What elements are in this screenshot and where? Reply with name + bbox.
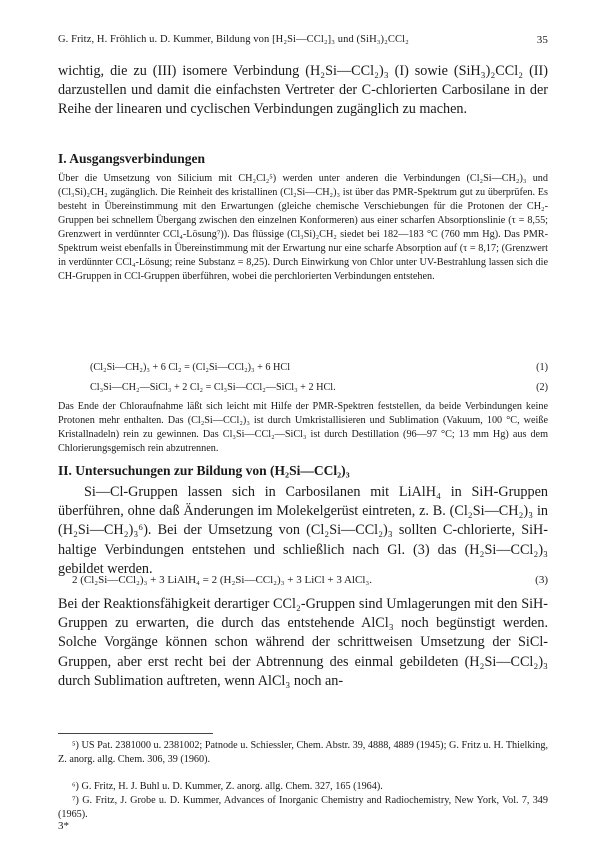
footnote-5: ⁵) US Pat. 2381000 u. 2381002; Patnode u. Schiessler, Chem. Abstr. 39, 4888, 4889 (1945); G. Fritz u. H. Thielking, Z. anorg. allg. Chem. 306, 39 (1960). (58, 740, 548, 765)
signature-mark: 3* (58, 820, 69, 832)
equation-3-number: (3) (535, 574, 548, 586)
equation-1-number: (1) (536, 362, 548, 373)
equation-2-number: (2) (536, 382, 548, 393)
equation-3-text: 2 (Cl₂Si—CCl₂)₃ + 3 LiAlH₄ = 2 (H₂Si—CCl₂)₃ + 3 LiCl + 3 AlCl₃. (72, 574, 372, 586)
equation-2-text: Cl₃Si—CH₂—SiCl₃ + 2 Cl₂ = Cl₃Si—CCl₂—SiCl₃ + 2 HCl. (90, 382, 336, 393)
section-1-paragraph-1: Über die Umsetzung von Silicium mit CH₂Cl₂⁵) werden unter anderen die Verbindungen (Cl₂Si—CH₂)₃ und (Cl₃Si)₂CH₂ zugänglich. Die Reinheit des kristallinen (Cl₂Si—CH₂)₃ ist über das PMR-Spektrum gut zu überprüfen. Es besteht in Übereinstimmung mit den Erwartungen (gleiche chemische Verschiebungen für die Protonen der CH₂-Gruppen bei schnellem Übergang zwischen den einzelnen Konformeren) aus einer scharfen Absorptionslinie (τ = 8,55; Grenzwert in verdünnter CCl₄-Lösung⁷)). Das flüssige (Cl₃Si)₂CH₂ siedet bei 182—183 °C (760 mm Hg). Das PMR-Spektrum weist ebenfalls in Übereinstimmung mit der Erwartung nur eine scharfe Absorption auf (τ = 8,17; (Grenzwert in verdünnter CCl₄-Lösung; reine Substanz = 8,25). Durch Einwirkung von Chlor unter UV-Bestrahlung lassen sich die CH-Gruppen in CCl-Gruppen überführen, wobei die perchlorierten Verbindungen entstehen. (58, 173, 548, 283)
running-head-title: G. Fritz, H. Fröhlich u. D. Kummer, Bildung von [H₂Si—CCl₂]₃ und (SiH₃)₂CCl₂ (58, 34, 409, 45)
footnote-6: ⁶) G. Fritz, H. J. Buhl u. D. Kummer, Z. anorg. allg. Chem. 327, 165 (1964). (72, 781, 383, 792)
section-2-paragraph-2: Bei der Reaktionsfähigkeit derartiger CCl₂-Gruppen sind Umlagerungen mit den SiH-Gruppen zu erwarten, die durch das entstehende AlCl₃ noch begünstigt werden. Solche Vorgänge können schon während der schrittweisen Umsetzung der SiCl-Gruppen, aber erst recht bei der Abtrennung des einmal gebildeten (H₂Si—CCl₂)₃ durch Sublimation auftreten, wenn AlCl₃ noch an- (58, 596, 548, 689)
page-number: 35 (536, 34, 548, 46)
section-1-heading: I. Ausgangsverbindungen (58, 151, 206, 166)
running-head (58, 34, 548, 45)
footnote-7: ⁷) G. Fritz, J. Grobe u. D. Kummer, Advances of Inorganic Chemistry and Radiochemistry, New York, Vol. 7, 349 (1965). (58, 795, 548, 820)
section-2-paragraph-1: Si—Cl-Gruppen lassen sich in Carbosilanen mit LiAlH₄ in SiH-Gruppen überführen, ohne daß Änderungen im Molekelgerüst eintreten, z. B. (Cl₂Si—CH₂)₃ in (H₂Si—CH₂)₃⁶). Bei der Umsetzung von (Cl₂Si—CCl₂)₃ sollten C-chlorierte, SiH-haltige Verbindungen entstehen und schließlich nach Gl. (3) das (H₂Si—CCl₂)₃ gebildet werden. (58, 484, 548, 577)
intro-paragraph: wichtig, die zu (III) isomere Verbindung (H₂Si—CCl₂)₃ (I) sowie (SiH₃)₂CCl₂ (II) darzustellen und damit die einfachsten Vertreter der C-chlorierten Carbosilane in der Reihe der linearen und cyclischen Verbindungen zugänglich zu machen. (58, 63, 548, 118)
section-1-paragraph-2: Das Ende der Chloraufnahme läßt sich leicht mit Hilfe der PMR-Spektren feststellen, da beide Verbindungen keine Protonen mehr enthalten. Das (Cl₂Si—CCl₂)₃ ist durch Umkristallisieren und Sublimation (Vakuum, 100 °C, weiße Kristallnadeln) rein zu gewinnen. Das Cl₃Si—CCl₂—SiCl₃ ist durch Destillation (96—97 °C; 13 mm Hg) aus dem Chlorierungsgemisch rein abzutrennen. (58, 401, 548, 455)
section-2-heading: II. Untersuchungen zur Bildung von (H₂Si—CCl₂)₃ (58, 463, 350, 478)
footnote-separator (58, 733, 213, 734)
equation-1-text: (Cl₂Si—CH₂)₃ + 6 Cl₂ = (Cl₂Si—CCl₂)₃ + 6 HCl (90, 362, 291, 373)
